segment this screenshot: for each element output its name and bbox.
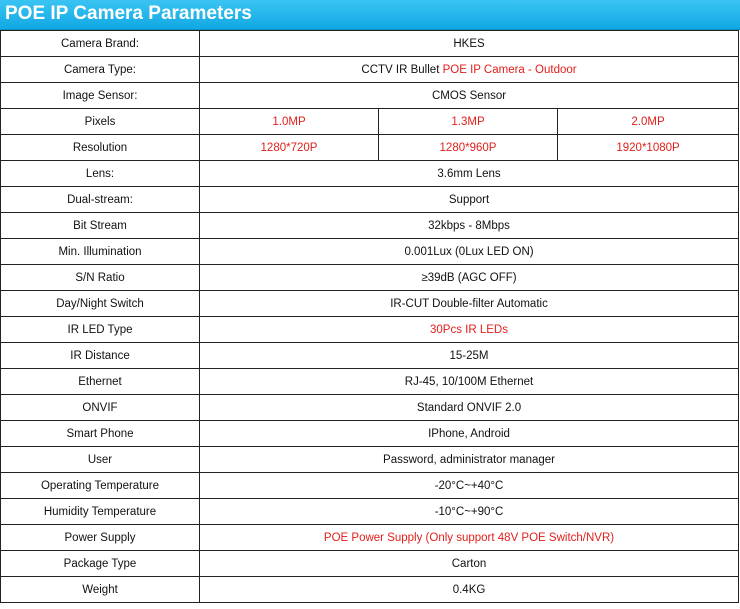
table-row-day-night-switch	[1, 291, 739, 317]
table-row-camera-type	[1, 57, 739, 83]
row-label: Camera Type:	[1, 57, 200, 83]
table-row-power-supply	[1, 525, 739, 551]
row-value: POE Power Supply (Only support 48V POE Switch/NVR)	[200, 525, 739, 551]
row-label: Package Type	[1, 551, 200, 577]
table-row-ir-led-type	[1, 317, 739, 343]
row-value: CMOS Sensor	[200, 83, 739, 109]
row-label: Min. Illumination	[1, 239, 200, 265]
row-value: Password, administrator manager	[200, 447, 739, 473]
table-row-package-type	[1, 551, 739, 577]
table-row-ethernet	[1, 369, 739, 395]
row-value: RJ-45, 10/100M Ethernet	[200, 369, 739, 395]
table-row-humidity-temperature	[1, 499, 739, 525]
pixels-option-1: 1.0MP	[200, 109, 379, 135]
row-label: Dual-stream:	[1, 187, 200, 213]
parameters-table	[0, 30, 739, 603]
row-value: Carton	[200, 551, 739, 577]
camera-type-plain: CCTV IR Bullet	[361, 63, 440, 76]
row-label: Day/Night Switch	[1, 291, 200, 317]
table-row-image-sensor	[1, 83, 739, 109]
camera-type-highlight: POE IP Camera - Outdoor	[442, 63, 577, 76]
table-row-lens	[1, 161, 739, 187]
pixels-option-2: 1.3MP	[379, 109, 558, 135]
row-value: 0.4KG	[200, 577, 739, 603]
row-value: 3.6mm Lens	[200, 161, 739, 187]
row-label: User	[1, 447, 200, 473]
table-row-min-illumination	[1, 239, 739, 265]
row-value: -20°C~+40°C	[200, 473, 739, 499]
row-label: Camera Brand:	[1, 31, 200, 57]
table-row-user	[1, 447, 739, 473]
table-row-sn-ratio	[1, 265, 739, 291]
title-bar	[0, 0, 740, 30]
row-value: 0.001Lux (0Lux LED ON)	[200, 239, 739, 265]
row-label: Smart Phone	[1, 421, 200, 447]
row-label: Lens:	[1, 161, 200, 187]
row-label: IR Distance	[1, 343, 200, 369]
row-value	[200, 57, 739, 83]
row-value: -10°C~+90°C	[200, 499, 739, 525]
row-value: 15-25M	[200, 343, 739, 369]
page-title: POE IP Camera Parameters	[5, 3, 252, 24]
row-label: Pixels	[1, 109, 200, 135]
table-row-smart-phone	[1, 421, 739, 447]
table-row-dual-stream	[1, 187, 739, 213]
pixels-option-3: 2.0MP	[558, 109, 739, 135]
table-row-bit-stream	[1, 213, 739, 239]
row-value: 30Pcs IR LEDs	[200, 317, 739, 343]
row-label: Humidity Temperature	[1, 499, 200, 525]
row-value: 32kbps - 8Mbps	[200, 213, 739, 239]
row-value: Support	[200, 187, 739, 213]
row-label: Power Supply	[1, 525, 200, 551]
row-label: Operating Temperature	[1, 473, 200, 499]
table-row-weight	[1, 577, 739, 603]
row-value: HKES	[200, 31, 739, 57]
row-label: Ethernet	[1, 369, 200, 395]
row-value: Standard ONVIF 2.0	[200, 395, 739, 421]
table-row-pixels	[1, 109, 739, 135]
row-label: IR LED Type	[1, 317, 200, 343]
resolution-option-3: 1920*1080P	[558, 135, 739, 161]
table-row-onvif	[1, 395, 739, 421]
table-row-ir-distance	[1, 343, 739, 369]
row-label: Image Sensor:	[1, 83, 200, 109]
table-row-camera-brand	[1, 31, 739, 57]
resolution-option-2: 1280*960P	[379, 135, 558, 161]
row-label: S/N Ratio	[1, 265, 200, 291]
row-value: IPhone, Android	[200, 421, 739, 447]
row-label: Resolution	[1, 135, 200, 161]
row-label: Bit Stream	[1, 213, 200, 239]
table-row-operating-temperature	[1, 473, 739, 499]
table-row-resolution	[1, 135, 739, 161]
row-value: ≥39dB (AGC OFF)	[200, 265, 739, 291]
resolution-option-1: 1280*720P	[200, 135, 379, 161]
row-label: Weight	[1, 577, 200, 603]
row-value: IR-CUT Double-filter Automatic	[200, 291, 739, 317]
row-label: ONVIF	[1, 395, 200, 421]
